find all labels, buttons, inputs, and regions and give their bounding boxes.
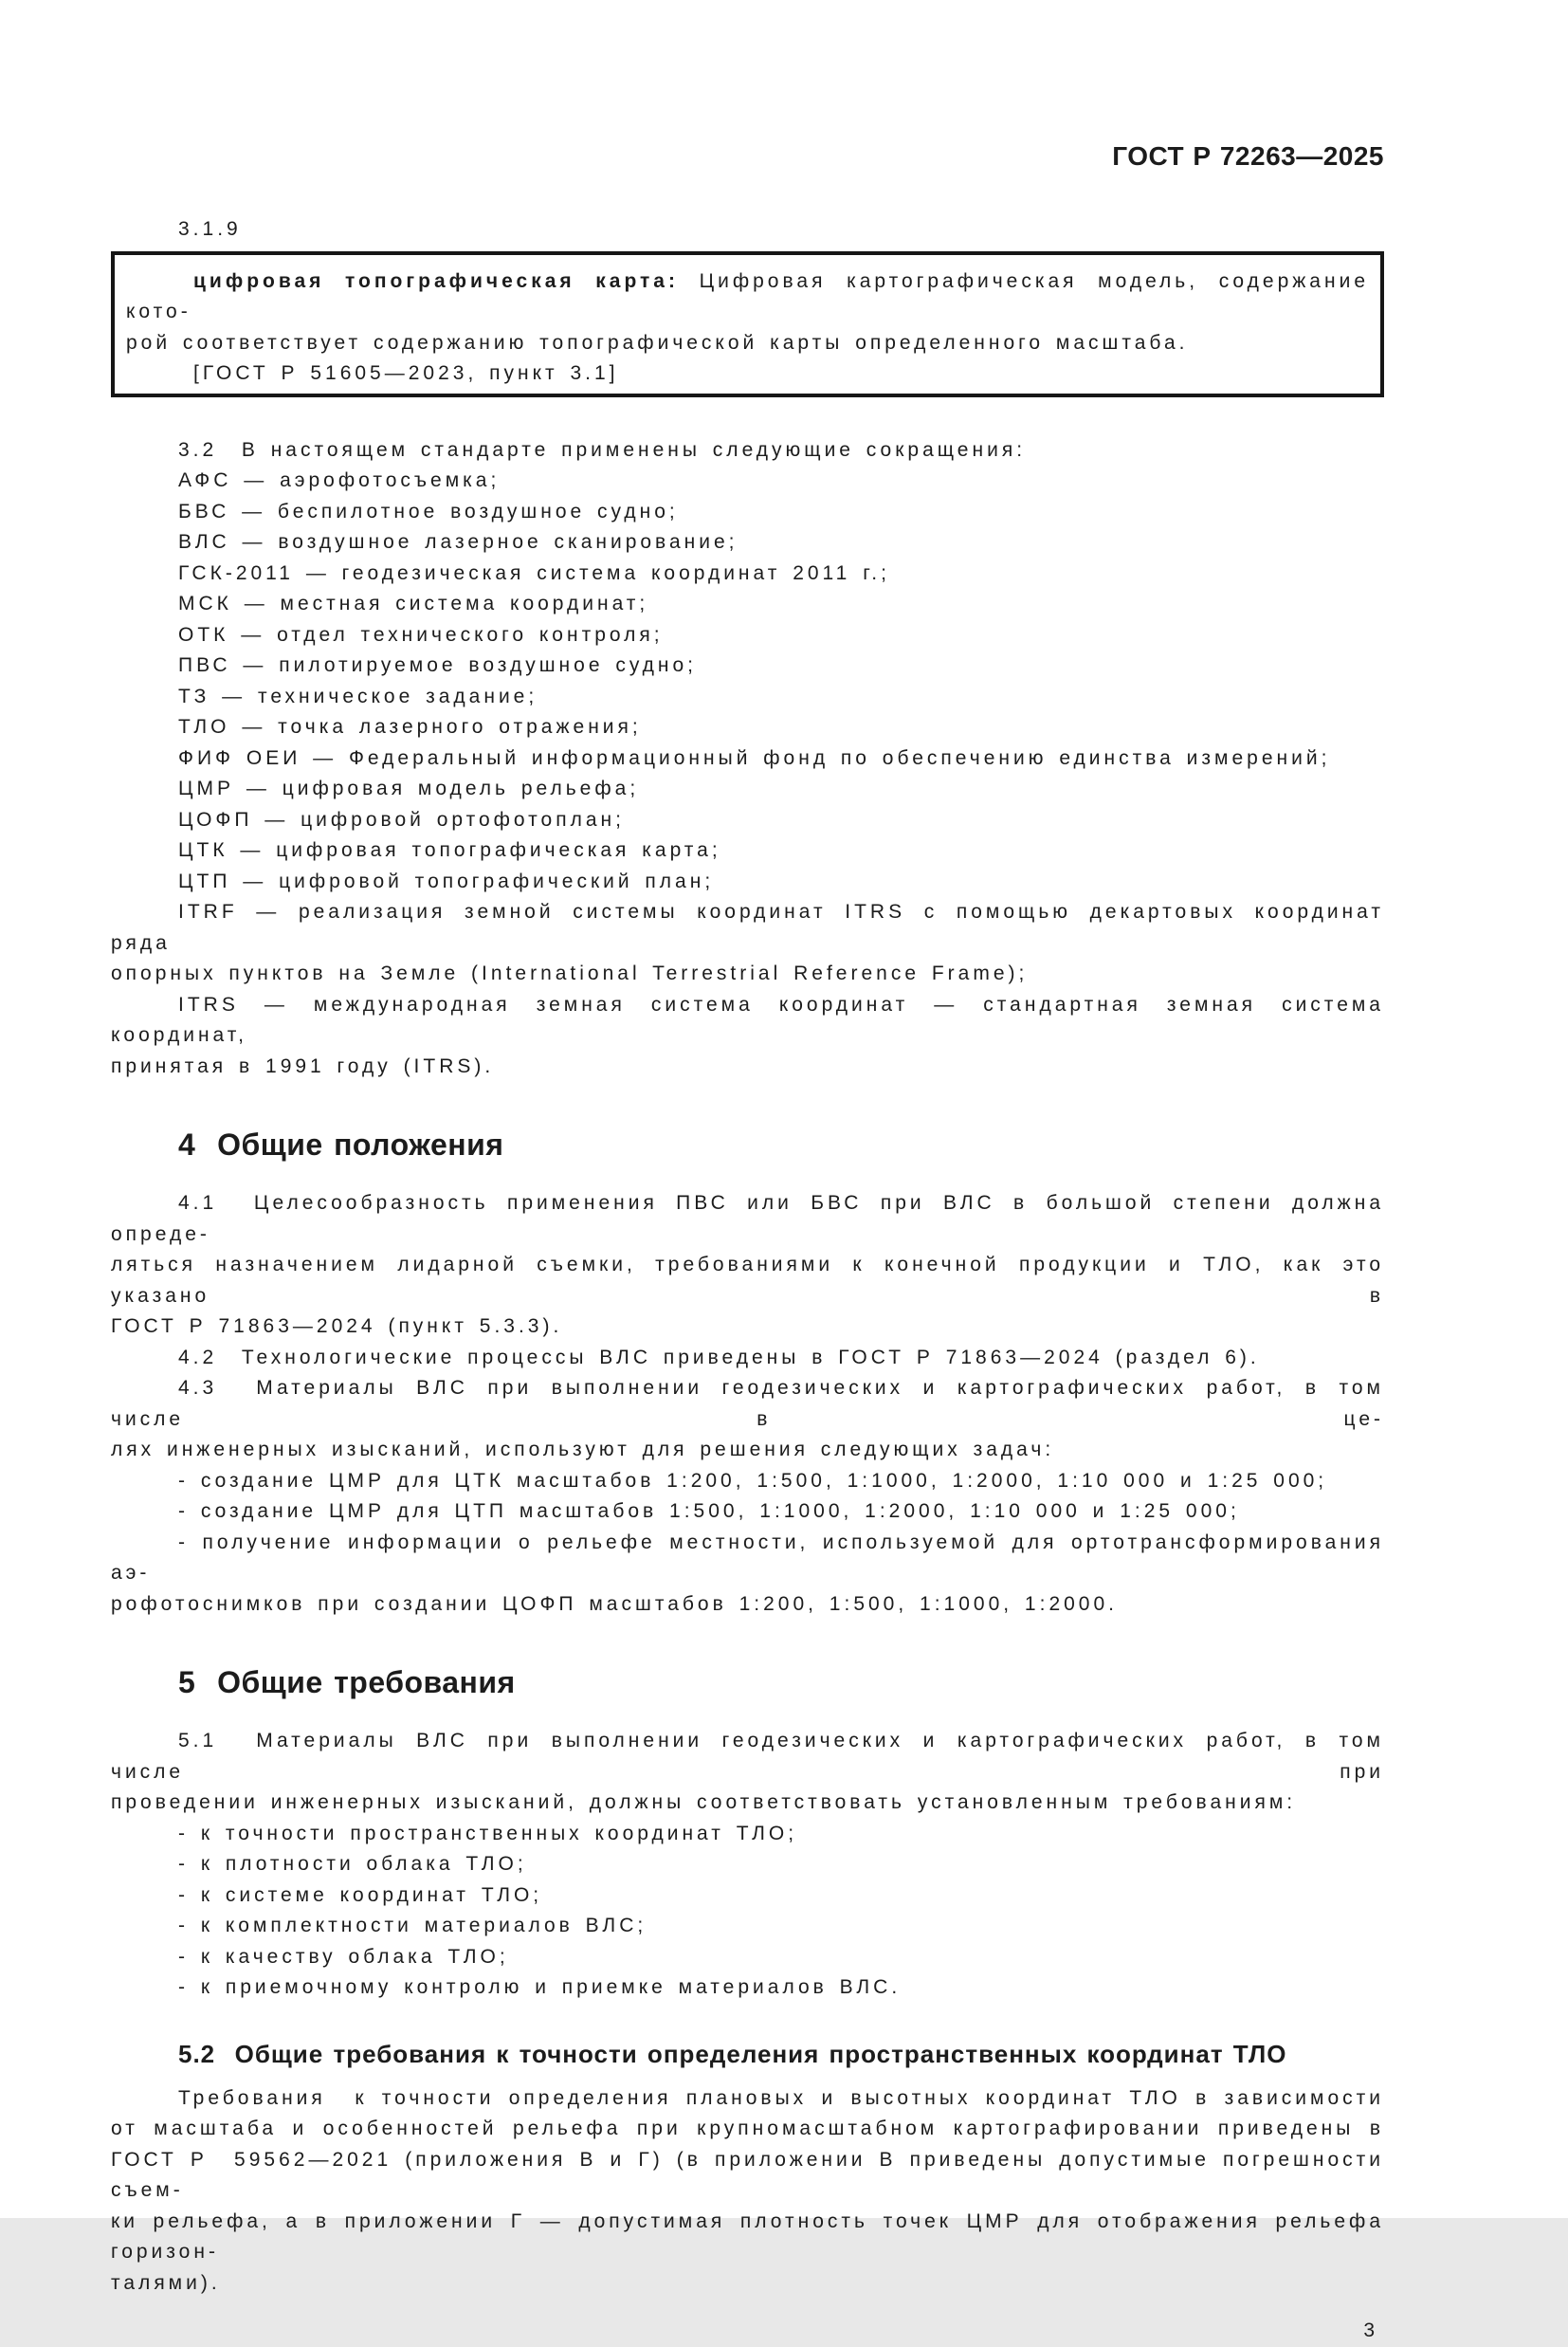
- abbr-itrf-line-1: ITRF — реализация земной системы координат ITRS с помощью декартовых координат ряда: [111, 901, 1384, 954]
- abbr-itrf: [111, 897, 1384, 990]
- clause-4-2-line-1: 4.2 Технологические процессы ВЛС приведены в ГОСТ Р 71863—2024 (раздел 6).: [178, 1346, 1260, 1368]
- abbr-tlo: [111, 712, 1384, 743]
- clause-5-2-para-line-5: талями).: [111, 2271, 221, 2294]
- abbr-afs: [111, 466, 1384, 497]
- section-4-heading: 4 Общие положения: [178, 1128, 504, 1162]
- abbr-ctp-line-1: ЦТП — цифровой топографический план;: [178, 870, 715, 892]
- abbr-bvs-line-1: БВС — беспилотное воздушное судно;: [178, 500, 679, 523]
- abbr-ctp: [111, 867, 1384, 898]
- list-5-1-item-3-line-1: - к системе координат ТЛО;: [178, 1883, 543, 1906]
- page-number: 3: [1363, 2319, 1378, 2341]
- list-4-3-item-3-line-2: рофотоснимков при создании ЦОФП масштабов 1:200, 1:500, 1:1000, 1:2000.: [111, 1592, 1118, 1615]
- definition-term: цифровая топографическая карта:: [193, 269, 679, 292]
- list-5-1-item-2-line-1: - к плотности облака ТЛО;: [178, 1853, 527, 1875]
- abbr-gsk-2011: [111, 559, 1384, 590]
- list-5-1-item-4-line-1: - к комплектности материалов ВЛС;: [178, 1915, 647, 1936]
- clause-3-2-line-1: 3.2 В настоящем стандарте применены следующие сокращения:: [178, 438, 1027, 461]
- list-5-1-item-3: [111, 1880, 1384, 1912]
- clause-4-1-line-3: ГОСТ Р 71863—2024 (пункт 5.3.3).: [111, 1315, 563, 1337]
- abbr-afs-line-1: АФС — аэрофотосъемка;: [178, 469, 501, 491]
- list-5-1-item-4: [111, 1911, 1384, 1942]
- abbr-cmr-line-1: ЦМР — цифровая модель рельефа;: [178, 778, 640, 799]
- definition-line-2: рой соответствует содержанию топографической карты определенного масштаба.: [126, 331, 1189, 354]
- clause-4-3-line-2: лях инженерных изысканий, используют для решения следующих задач:: [111, 1439, 1055, 1460]
- clause-5-2-para-line-2: от масштаба и особенностей рельефа при крупномасштабном картографировании приведены в: [111, 2118, 1384, 2139]
- clause-4-1: [111, 1188, 1384, 1343]
- abbr-itrs: [111, 990, 1384, 1083]
- clause-4-2: [111, 1343, 1384, 1374]
- definition-line-1: [126, 266, 1369, 328]
- running-header: ГОСТ Р 72263—2025: [1112, 141, 1384, 171]
- list-5-1-item-6: [111, 1972, 1384, 2004]
- clause-5-1: [111, 1726, 1384, 1819]
- list-4-3-item-2: [111, 1496, 1384, 1528]
- clause-4-1-line-2: ляться назначением лидарной съемки, требованиями к конечной продукции и ТЛО, как это указано в: [111, 1254, 1384, 1307]
- list-4-3-item-3: [111, 1528, 1384, 1621]
- list-5-1-item-2: [111, 1849, 1384, 1880]
- section-5-heading: 5 Общие требования: [178, 1665, 516, 1699]
- clause-5-2-para-line-3: ГОСТ Р 59562—2021 (приложения В и Г) (в приложении В приведены допустимые погрешности съем-: [111, 2148, 1384, 2201]
- abbr-itrf-line-2: опорных пунктов на Земле (International Terrestrial Reference Frame);: [111, 963, 1029, 984]
- abbr-fif-oei-line-1: ФИФ ОЕИ — Федеральный информационный фонд по обеспечению единства измерений;: [178, 746, 1331, 769]
- abbr-tz-line-1: ТЗ — техническое задание;: [178, 685, 538, 707]
- abbr-itrs-line-1: ITRS — международная земная система координат — стандартная земная система координат,: [111, 993, 1384, 1046]
- abbr-msk-line-1: МСК — местная система координат;: [178, 593, 649, 614]
- definition-term-rest: Цифровая картографическая модель, содержание кото-: [126, 269, 1369, 322]
- clause-5-1-line-2: проведении инженерных изысканий, должны соответствовать установленным требованиям:: [111, 1791, 1297, 1813]
- definition-box: [111, 251, 1384, 397]
- list-5-1-item-1: [111, 1819, 1384, 1850]
- abbr-itrs-line-2: принятая в 1991 году (ITRS).: [111, 1054, 495, 1077]
- abbr-cofp-line-1: ЦОФП — цифровой ортофотоплан;: [178, 808, 625, 831]
- abbr-msk: [111, 589, 1384, 620]
- abbr-otk: [111, 620, 1384, 651]
- abbr-tlo-line-1: ТЛО — точка лазерного отражения;: [178, 716, 642, 738]
- list-5-1-item-5: [111, 1942, 1384, 1973]
- abbr-vls: [111, 527, 1384, 559]
- clause-5-2-heading: 5.2 Общие требования к точности определения пространственных координат ТЛО: [178, 2039, 1287, 2068]
- clause-5-1-line-1: 5.1 Материалы ВЛС при выполнении геодезических и картографических работ, в том числе при: [111, 1730, 1384, 1783]
- abbr-vls-line-1: ВЛС — воздушное лазерное сканирование;: [178, 531, 738, 553]
- clause-3-1-9: 3.1.9: [178, 218, 242, 240]
- list-5-1-item-5-line-1: - к качеству облака ТЛО;: [178, 1945, 509, 1968]
- abbr-bvs: [111, 497, 1384, 528]
- abbr-ctk-line-1: ЦТК — цифровая топографическая карта;: [178, 839, 721, 861]
- abbr-tz: [111, 682, 1384, 713]
- abbr-otk-line-1: ОТК — отдел технического контроля;: [178, 623, 664, 646]
- clause-3-2: [111, 435, 1384, 467]
- clause-4-1-line-1: 4.1 Целесообразность применения ПВС или БВС при ВЛС в большой степени должна опреде-: [111, 1192, 1384, 1245]
- content-blocks: [111, 435, 1384, 2300]
- abbr-cmr: [111, 774, 1384, 805]
- abbr-pvs-line-1: ПВС — пилотируемое воздушное судно;: [178, 654, 698, 676]
- clause-5-2-para-line-4: ки рельефа, а в приложении Г — допустимая плотность точек ЦМР для отображения рельефа горизон-: [111, 2209, 1384, 2263]
- abbr-cofp: [111, 805, 1384, 836]
- clause-4-3-line-1: 4.3 Материалы ВЛС при выполнении геодезических и картографических работ, в том числе в це-: [111, 1377, 1384, 1430]
- abbr-gsk-2011-line-1: ГСК-2011 — геодезическая система координат 2011 г.;: [178, 561, 890, 584]
- abbr-ctk: [111, 835, 1384, 867]
- list-4-3-item-1: [111, 1466, 1384, 1497]
- clause-5-2-para: [111, 2083, 1384, 2300]
- definition-source: [ГОСТ Р 51605—2023, пункт 3.1]: [193, 362, 619, 384]
- clause-4-3: [111, 1373, 1384, 1466]
- list-4-3-item-1-line-1: - создание ЦМР для ЦТК масштабов 1:200, 1:500, 1:1000, 1:2000, 1:10 000 и 1:25 000;: [178, 1469, 1328, 1492]
- abbr-fif-oei: [111, 743, 1384, 775]
- list-5-1-item-1-line-1: - к точности пространственных координат ТЛО;: [178, 1822, 798, 1844]
- list-4-3-item-2-line-1: - создание ЦМР для ЦТП масштабов 1:500, 1:1000, 1:2000, 1:10 000 и 1:25 000;: [178, 1500, 1240, 1522]
- list-5-1-item-6-line-1: - к приемочному контролю и приемке материалов ВЛС.: [178, 1976, 902, 1998]
- abbr-pvs: [111, 651, 1384, 682]
- clause-5-2-para-line-1: Требования к точности определения плановых и высотных координат ТЛО в зависимости: [178, 2086, 1384, 2109]
- list-4-3-item-3-line-1: - получение информации о рельефе местности, используемой для ортотрансформирования аэ-: [111, 1531, 1384, 1584]
